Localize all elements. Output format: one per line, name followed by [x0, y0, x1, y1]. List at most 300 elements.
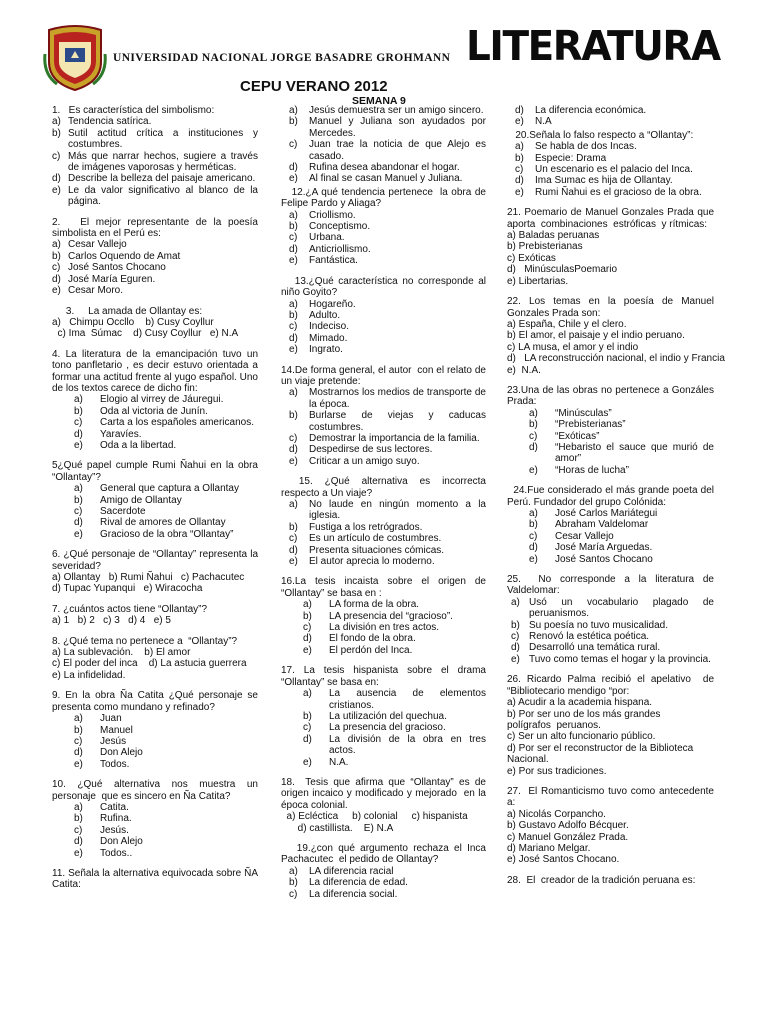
answer-option [52, 848, 258, 859]
option-letter: d) [52, 273, 61, 285]
answer-option [52, 406, 258, 417]
question-block [281, 665, 489, 768]
option-letter: a) [74, 713, 83, 725]
option-letter: d) [74, 836, 83, 848]
option-letter: e) [74, 528, 83, 540]
question-text: 4. La literatura de la emancipación tuvo un tono panfletario , es decir estuvo orientada a formar una actitud frente al yugo español. Uno de los textos carece de dicho fin: [52, 348, 261, 394]
answer-option [507, 431, 714, 442]
option-letter: e) [52, 285, 61, 297]
answer-option [52, 274, 258, 285]
answer-option [281, 116, 486, 139]
option-text: José Santos Chocano [68, 262, 166, 274]
option-text: Todos.. [100, 847, 133, 859]
question-block [52, 779, 261, 859]
option-text: Ima Sumac es hija de Ollantay. [535, 175, 673, 187]
option-text: Le da valor significativo al blanco de la página. [68, 184, 258, 208]
option-letter: d) [289, 162, 298, 174]
question-text: 26. Ricardo Palma recibió el apelativo de “Bibliotecario mendigo “por: [507, 674, 717, 697]
answer-line: c) LA musa, el amor y el indio [507, 341, 639, 353]
option-letter: b) [52, 127, 61, 139]
option-text: Su poesía no tuvo musicalidad. [529, 619, 668, 631]
option-letter: d) [74, 428, 83, 440]
answer-line: d) castillista. E) N.A [281, 822, 394, 834]
answer-options [281, 499, 486, 567]
option-letter: b) [529, 519, 538, 531]
answer-option [281, 255, 486, 266]
answer-option [281, 444, 486, 455]
answer-option [281, 711, 486, 722]
question-block [281, 105, 486, 185]
option-letter: b) [74, 813, 83, 825]
answer-options [52, 713, 258, 770]
option-text: Al final se casan Manuel y Juliana. [309, 173, 463, 185]
answer-option [507, 631, 714, 642]
course-title: CEPU VERANO 2012 [240, 78, 388, 95]
answer-option [281, 410, 486, 433]
option-letter: d) [74, 747, 83, 759]
answer-line: e) N.A. [507, 364, 541, 376]
answer-line: d) MinúsculasPoemario [507, 264, 618, 276]
answer-option [52, 239, 258, 250]
answer-option [281, 162, 486, 173]
answer-options [52, 394, 258, 451]
option-letter: b) [74, 724, 83, 736]
answer-option [52, 429, 258, 440]
question-text: 20.Señala lo falso respecto a “Ollantay”: [507, 129, 694, 141]
option-letter: a) [515, 141, 524, 153]
option-letter: b) [529, 419, 538, 431]
answer-line: a) Ollantay b) Rumi Ñahui c) Pachacutec [52, 572, 245, 584]
option-letter: c) [303, 622, 312, 634]
question-block [281, 476, 489, 568]
question-block [507, 130, 714, 198]
answer-options [507, 105, 714, 128]
answer-option [281, 433, 486, 444]
option-letter: e) [74, 758, 83, 770]
answer-option [281, 622, 486, 633]
option-letter: c) [289, 321, 298, 333]
option-text: Abraham Valdelomar [555, 519, 649, 531]
option-text: La diferencia económica. [535, 105, 647, 116]
option-letter: d) [289, 332, 298, 344]
answer-option [507, 508, 714, 519]
answer-option [507, 531, 714, 542]
answer-option [281, 456, 486, 467]
option-text: Jesús demuestra ser un amigo sincero. [309, 105, 484, 116]
answer-option [507, 465, 714, 476]
option-letter: e) [289, 173, 298, 185]
option-letter: b) [515, 152, 524, 164]
answer-option [52, 713, 258, 724]
answer-options [281, 299, 486, 356]
question-text: 22. Los temas en la poesía de Manuel Gonzales Prada son: [507, 296, 717, 319]
answer-line: c) El poder del inca d) La astucia guerrera [52, 658, 247, 670]
option-letter: b) [289, 410, 298, 422]
answer-line: e) Libertarias. [507, 275, 569, 287]
answer-option [52, 440, 258, 451]
option-text: El perdón del Inca. [329, 644, 413, 656]
option-text: José Santos Chocano [555, 553, 653, 565]
question-block [52, 690, 261, 770]
option-letter: c) [511, 631, 520, 643]
answer-option [52, 802, 258, 813]
option-text: Especie: Drama [535, 152, 607, 164]
option-letter: d) [303, 633, 312, 645]
answer-options [507, 408, 714, 476]
option-letter: b) [303, 710, 312, 722]
option-text: La presencia del gracioso. [329, 722, 446, 734]
answer-line: a) Nicolás Corpancho. [507, 808, 606, 820]
answer-option [281, 611, 486, 622]
week-label: SEMANA 9 [352, 95, 406, 107]
answer-line: b) El amor, el paisaje y el indio peruano. [507, 330, 685, 342]
option-text: Don Alejo [100, 836, 143, 848]
option-text: Presenta situaciones cómicas. [309, 544, 445, 556]
answer-options [507, 508, 714, 565]
option-text: Hogareño. [309, 298, 356, 310]
option-letter: e) [529, 553, 538, 565]
option-text: Ingrato. [309, 344, 343, 356]
option-text: Amigo de Ollantay [100, 494, 182, 506]
option-letter: b) [289, 116, 298, 128]
question-text: 14.De forma general, el autor con el relato de un viaje pretende: [281, 364, 489, 387]
option-text: Sutil actitud crítica a instituciones y costumbres. [68, 127, 258, 151]
answer-line: a) 1 b) 2 c) 3 d) 4 e) 5 [52, 615, 171, 627]
option-text: La utilización del quechua. [329, 710, 447, 722]
answer-option [281, 722, 486, 733]
option-letter: e) [511, 653, 520, 665]
option-text: La división en tres actos. [329, 622, 440, 634]
option-letter: e) [52, 184, 61, 196]
answer-line: e) Por sus tradiciones. [507, 765, 607, 777]
option-text: LA forma de la obra. [329, 599, 420, 611]
answer-option [52, 736, 258, 747]
answer-option [52, 173, 258, 184]
question-text: 27. El Romanticismo tuvo como antecedente a: [507, 785, 717, 809]
answer-option [507, 141, 714, 152]
option-text: Yaravíes. [100, 428, 142, 440]
question-block [52, 549, 261, 595]
option-letter: d) [515, 175, 524, 187]
option-letter: a) [511, 596, 520, 608]
answer-line: e) José Santos Chocano. [507, 854, 620, 866]
option-text: “Hebaristo el sauce que murió de amor” [555, 441, 714, 465]
question-block [507, 574, 717, 665]
option-text: Rufina desea abandonar el hogar. [309, 162, 460, 174]
answer-option [52, 128, 258, 151]
question-block [52, 867, 261, 891]
option-text: Todos. [100, 758, 130, 770]
answer-line: d) Mariano Melgar. [507, 842, 591, 854]
option-text: Jesús. [100, 824, 129, 836]
question-block [281, 842, 489, 900]
option-text: La diferencia social. [309, 888, 398, 900]
option-letter: e) [289, 455, 298, 467]
option-text: N.A [535, 116, 552, 128]
option-text: Cesar Vallejo [555, 530, 614, 542]
option-letter: c) [74, 417, 83, 429]
question-block [281, 576, 489, 656]
option-text: Rufina. [100, 813, 132, 825]
option-letter: c) [303, 722, 312, 734]
answer-option [281, 221, 486, 232]
answer-options [507, 141, 714, 198]
university-crest-logo [43, 24, 107, 92]
question-block [507, 207, 720, 287]
answer-options [281, 599, 486, 656]
option-letter: b) [289, 221, 298, 233]
answer-option [52, 417, 258, 428]
answer-option [507, 175, 714, 186]
option-letter: d) [529, 441, 538, 453]
question-text: 5¿Qué papel cumple Rumi Ñahui en la obra “Ollantay”? [52, 460, 261, 483]
option-text: Catita. [100, 801, 129, 813]
option-text: Cesar Vallejo [68, 239, 127, 251]
option-letter: a) [303, 599, 312, 611]
question-text: 6. ¿Qué personaje de “Ollantay” representa la severidad? [52, 549, 261, 572]
option-text: Conceptismo. [309, 221, 371, 233]
question-text: 25. No corresponde a la literatura de Valdelomar: [507, 574, 717, 597]
answer-option [281, 633, 486, 644]
option-text: Juan trae la noticia de que Alejo es casado. [309, 139, 486, 162]
answer-option [52, 394, 258, 405]
option-letter: b) [74, 494, 83, 506]
question-block [281, 364, 489, 468]
answer-options [52, 802, 258, 859]
answer-option [52, 529, 258, 540]
answer-line: c) Manuel González Prada. [507, 831, 629, 843]
option-text: “Horas de lucha” [555, 464, 629, 476]
question-text: 13.¿Qué característica no corresponde al niño Goyito? [281, 275, 489, 299]
option-letter: d) [289, 544, 298, 556]
option-text: Elogio al virrey de Jáuregui. [100, 394, 224, 406]
answer-options [52, 116, 258, 207]
option-letter: b) [74, 405, 83, 417]
option-letter: e) [74, 847, 83, 859]
answer-option [281, 333, 486, 344]
answer-option [281, 232, 486, 243]
answer-option [281, 757, 486, 768]
option-letter: a) [289, 298, 298, 310]
option-text: José María Arguedas. [555, 542, 653, 554]
answer-options [281, 688, 486, 768]
answer-options [52, 483, 258, 540]
answer-option [52, 517, 258, 528]
question-text: 9. En la obra Ña Catita ¿Qué personaje se presenta como mundano y refinado? [52, 690, 261, 713]
option-text: “Minúsculas” [555, 407, 612, 419]
option-text: Tendencia satírica. [68, 116, 152, 128]
answer-option [281, 533, 486, 544]
option-text: Carta a los españoles americanos. [100, 417, 254, 429]
answer-option [281, 734, 486, 757]
option-letter: c) [289, 432, 298, 444]
option-text: Jesús [100, 735, 127, 747]
answer-options [52, 239, 258, 296]
option-text: Despedirse de sus lectores. [309, 444, 433, 456]
option-letter: e) [289, 255, 298, 267]
question-text: 18. Tesis que afirma que “Ollantay” es de origen incaico y modificado y mejorado en la época colonial. [281, 776, 489, 811]
option-letter: a) [74, 801, 83, 813]
question-block [507, 384, 717, 476]
option-letter: e) [303, 756, 312, 768]
option-text: Rival de amores de Ollantay [100, 517, 226, 529]
answer-option [507, 597, 714, 620]
answer-option [281, 866, 486, 877]
answer-options [507, 597, 714, 665]
option-letter: c) [52, 262, 61, 274]
question-block [52, 604, 258, 627]
answer-option [281, 139, 486, 162]
answer-line: a) Chimpu Occllo b) Cusy Coyllur [52, 316, 214, 328]
option-letter: a) [529, 407, 538, 419]
answer-line: a) Baladas peruanas [507, 230, 600, 242]
question-text: 24.Fue considerado el más grande poeta del Perú. Fundador del grupo Colónida: [507, 485, 717, 508]
option-letter: c) [74, 506, 83, 517]
answer-option [281, 105, 486, 116]
answer-option [507, 419, 714, 430]
option-text: Juan [100, 713, 122, 725]
option-text: José María Eguren. [68, 273, 156, 285]
answer-option [281, 344, 486, 355]
option-letter: d) [74, 517, 83, 529]
answer-option [281, 310, 486, 321]
question-block [507, 105, 714, 128]
answer-option [281, 244, 486, 255]
option-letter: c) [289, 533, 298, 545]
option-text: Tuvo como temas el hogar y la provincia. [529, 653, 711, 665]
answer-options [281, 210, 486, 267]
answer-option [52, 285, 258, 296]
question-block [281, 186, 489, 267]
question-text: 2. El mejor representante de la poesía simbolista en el Perú es: [52, 216, 261, 240]
option-text: Fantástica. [309, 255, 358, 267]
option-letter: e) [289, 556, 298, 568]
answer-option [507, 153, 714, 164]
question-text: 21. Poemario de Manuel Gonzales Prada que aporta combinaciones estróficas y rítmicas: [507, 207, 720, 230]
answer-option [52, 759, 258, 770]
option-text: Don Alejo [100, 747, 143, 759]
question-text: 3. La amada de Ollantay es: [52, 305, 203, 317]
option-text: “Prebisterianas” [555, 419, 626, 431]
answer-option [507, 105, 714, 116]
question-block [52, 348, 261, 452]
answer-option [507, 620, 714, 631]
option-letter: c) [74, 824, 83, 836]
option-text: “Exóticas” [555, 430, 600, 442]
answer-option [52, 483, 258, 494]
answer-line: polígrafos peruanos. [507, 719, 601, 731]
option-text: Usó un vocabulario plagado de peruanismos. [529, 596, 714, 620]
option-letter: a) [289, 499, 298, 510]
option-letter: b) [52, 250, 61, 262]
answer-option [507, 542, 714, 553]
option-text: Fustiga a los retrógrados. [309, 521, 423, 533]
answer-option [507, 654, 714, 665]
question-block [52, 460, 261, 540]
option-letter: c) [52, 150, 61, 162]
option-letter: d) [52, 173, 61, 185]
answer-line: b) Por ser uno de los más grandes [507, 708, 661, 720]
question-text: 1. Es característica del simbolismo: [52, 105, 215, 116]
option-letter: a) [289, 387, 298, 399]
answer-option [281, 499, 486, 522]
option-text: Gracioso de la obra “Ollantay” [100, 528, 234, 540]
option-letter: a) [74, 483, 83, 495]
answer-options [281, 387, 486, 467]
option-letter: e) [515, 116, 524, 128]
question-block [52, 306, 258, 340]
option-text: Cesar Moro. [68, 285, 124, 297]
option-letter: c) [515, 164, 524, 176]
answer-option [281, 321, 486, 332]
answer-line: d) Tupac Yupanqui e) Wiracocha [52, 583, 203, 595]
option-text: Mimado. [309, 332, 348, 344]
answer-line: b) Gustavo Adolfo Bécquer. [507, 820, 629, 832]
option-text: Anticriollismo. [309, 243, 371, 255]
answer-option [52, 495, 258, 506]
option-text: Oda al victoria de Junín. [100, 405, 208, 417]
option-text: La división de la obra en tres actos. [329, 733, 486, 757]
question-block [507, 485, 717, 565]
answer-option [52, 151, 258, 174]
answer-option [507, 187, 714, 198]
question-block [507, 296, 725, 376]
answer-line: Nacional. [507, 754, 549, 766]
question-block [507, 785, 717, 866]
answer-line: e) La infidelidad. [52, 669, 126, 681]
option-text: N.A. [329, 756, 349, 768]
answer-option [281, 545, 486, 556]
university-name: UNIVERSIDAD NACIONAL JORGE BASADRE GROHMANN [113, 52, 451, 64]
subject-title: LITERATURA [466, 22, 720, 70]
answer-option [52, 836, 258, 847]
option-letter: d) [289, 243, 298, 255]
option-text: José Carlos Mariátegui [555, 508, 658, 519]
answer-option [281, 556, 486, 567]
option-text: Sacerdote [100, 506, 146, 517]
column-1 [52, 105, 261, 900]
question-block [281, 776, 489, 834]
answer-option [507, 116, 714, 127]
question-text: 10. ¿Qué alternativa nos muestra un personaje que es sincero en Ña Catita? [52, 779, 261, 802]
option-text: Criticar a un amigo suyo. [309, 455, 420, 467]
answer-option [281, 599, 486, 610]
option-letter: a) [289, 865, 298, 877]
option-letter: d) [511, 642, 520, 654]
option-text: El autor aprecia lo moderno. [309, 556, 435, 568]
answer-option [507, 554, 714, 565]
option-text: Criollismo. [309, 209, 356, 221]
answer-option [52, 506, 258, 517]
question-text: 15. ¿Qué alternativa es incorrecta respecto a Un viaje? [281, 476, 489, 499]
answer-line: d) Por ser el reconstructor de la Biblioteca [507, 742, 694, 754]
option-text: El fondo de la obra. [329, 633, 416, 645]
option-text: Demostrar la importancia de la familia. [309, 432, 480, 444]
answer-option [52, 813, 258, 824]
option-letter: d) [303, 733, 312, 745]
answer-line: c) Ser un alto funcionario público. [507, 731, 656, 743]
answer-option [52, 262, 258, 273]
column-3 [507, 105, 725, 895]
question-text: 19.¿con qué argumento rechaza el Inca Pachacutec el pedido de Ollantay? [281, 842, 489, 866]
option-text: Oda a la libertad. [100, 439, 177, 451]
answer-option [52, 251, 258, 262]
option-letter: c) [289, 232, 298, 244]
question-text: 11. Señala la alternativa equivocada sobre ÑA Catita: [52, 867, 261, 891]
option-letter: b) [303, 610, 312, 622]
option-letter: b) [289, 877, 298, 889]
option-letter: d) [289, 444, 298, 456]
